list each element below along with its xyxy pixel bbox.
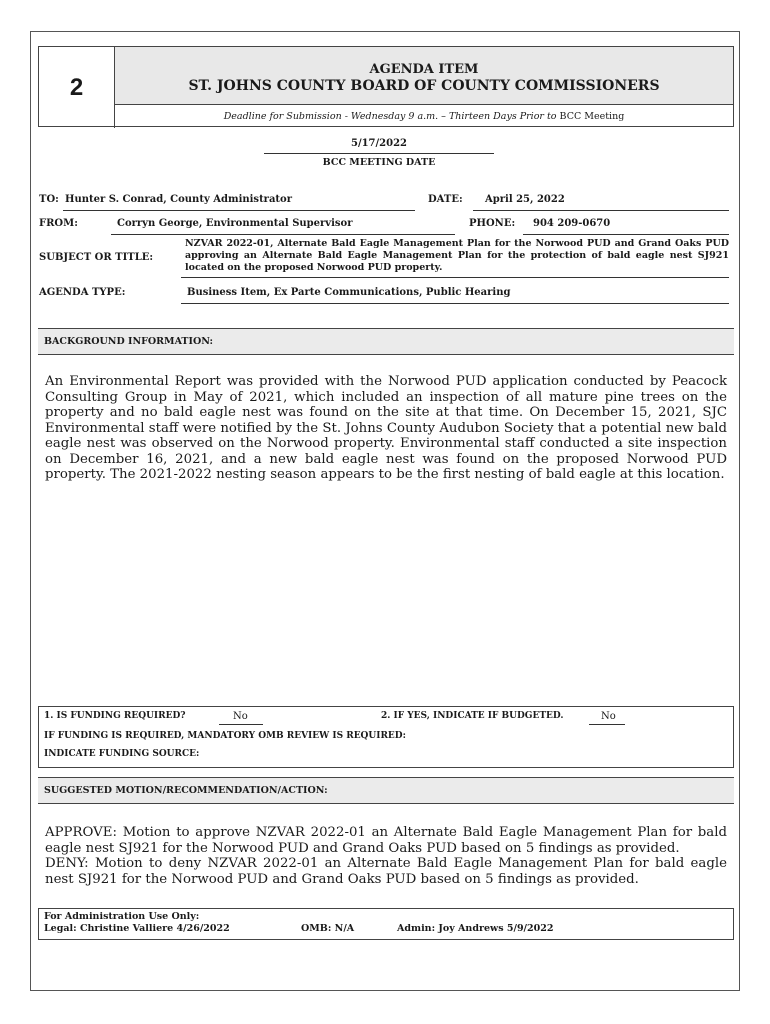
agenda-page: [30, 31, 740, 991]
date-label: DATE:: [428, 194, 463, 205]
date-underline: [473, 210, 729, 211]
background-text: An Environmental Report was provided with the Norwood PUD application conducted by Peacock Consulting Group in May of 2021, which included an inspection of all mature pine trees on the property and no bald eagle nest was found on the site at that time. On December 15, 2021, SJC Environmental staff were notified by the St. Johns County Audubon Society that a potential new bald eagle nest was observed on the Norwood property. Environmental staff conducted a site inspection on December 16, 2021, and a new bald eagle nest was found on the proposed Norwood PUD property. The 2021-2022 nesting season appears to be the first nesting of bald eagle at this location.: [45, 374, 727, 482]
to-value: Hunter S. Conrad, County Administrator: [65, 194, 292, 205]
agenda-type-label: AGENDA TYPE:: [39, 287, 126, 298]
agenda-type-value: Business Item, Ex Parte Communications, Public Hearing: [187, 287, 511, 298]
deadline-text: Deadline for Submission - Wednesday 9 a.m. – Thirteen Days Prior to: [223, 111, 557, 122]
admin-box: [38, 908, 734, 940]
funding-required-label: 1. IS FUNDING REQUIRED?: [44, 711, 186, 721]
from-value: Corryn George, Environmental Supervisor: [117, 218, 353, 229]
phone-label: PHONE:: [469, 218, 516, 229]
admin-heading: For Administration Use Only:: [44, 911, 200, 922]
motion-text: [45, 825, 727, 887]
deadline-note: [115, 105, 733, 128]
phone-value: 904 209-0670: [533, 218, 611, 229]
budgeted-label: 2. IF YES, INDICATE IF BUDGETED.: [381, 711, 564, 721]
funding-required-underline: [219, 724, 263, 725]
agenda-item-number: 2: [39, 47, 115, 128]
funding-required-value: No: [233, 711, 248, 722]
motion-deny: DENY: Motion to deny NZVAR 2022-01 an Alternate Bald Eagle Management Plan for bald eagle nest SJ921 for the Norwood PUD and Grand Oaks PUD based on 5 findings as provided.: [45, 856, 727, 887]
funding-source-label: INDICATE FUNDING SOURCE:: [44, 749, 200, 759]
header-title-line1: AGENDA ITEM: [369, 62, 479, 77]
subject-value: NZVAR 2022-01, Alternate Bald Eagle Management Plan for the Norwood PUD and Grand Oaks PUD approving an Alternate Bald Eagle Management Plan for the protection of bald eagle nest SJ921 located on the proposed Norwood PUD property.: [185, 238, 729, 273]
meeting-date: 5/17/2022: [264, 138, 494, 154]
omb-note: IF FUNDING IS REQUIRED, MANDATORY OMB REVIEW IS REQUIRED:: [44, 731, 406, 741]
subject-underline: [181, 277, 729, 278]
budgeted-underline: [589, 724, 625, 725]
admin-signoff: Admin: Joy Andrews 5/9/2022: [397, 923, 554, 934]
phone-underline: [523, 234, 729, 235]
meeting-date-block: [264, 138, 494, 168]
to-label: TO:: [39, 194, 59, 205]
date-value: April 25, 2022: [485, 194, 565, 205]
meeting-date-label: BCC MEETING DATE: [322, 157, 436, 168]
motion-approve: APPROVE: Motion to approve NZVAR 2022-01 an Alternate Bald Eagle Management Plan for bald eagle nest SJ921 for the Norwood PUD and Grand Oaks PUD based on 5 findings as provided.: [45, 825, 727, 856]
agenda-type-underline: [181, 303, 729, 304]
to-underline: [63, 210, 415, 211]
admin-omb: OMB: N/A: [301, 923, 355, 934]
header-title-line2: ST. JOHNS COUNTY BOARD OF COUNTY COMMISSIONERS: [188, 78, 660, 94]
header-box: [38, 46, 734, 127]
from-label: FROM:: [39, 218, 78, 229]
subject-label: SUBJECT OR TITLE:: [39, 252, 154, 263]
funding-box: [38, 706, 734, 768]
from-underline: [111, 234, 455, 235]
admin-legal: Legal: Christine Valliere 4/26/2022: [44, 923, 230, 934]
background-heading: BACKGROUND INFORMATION:: [38, 328, 734, 355]
header-title: [115, 47, 733, 105]
motion-heading: SUGGESTED MOTION/RECOMMENDATION/ACTION:: [38, 777, 734, 804]
budgeted-value: No: [601, 711, 616, 722]
deadline-bcc: BCC Meeting: [559, 111, 625, 122]
